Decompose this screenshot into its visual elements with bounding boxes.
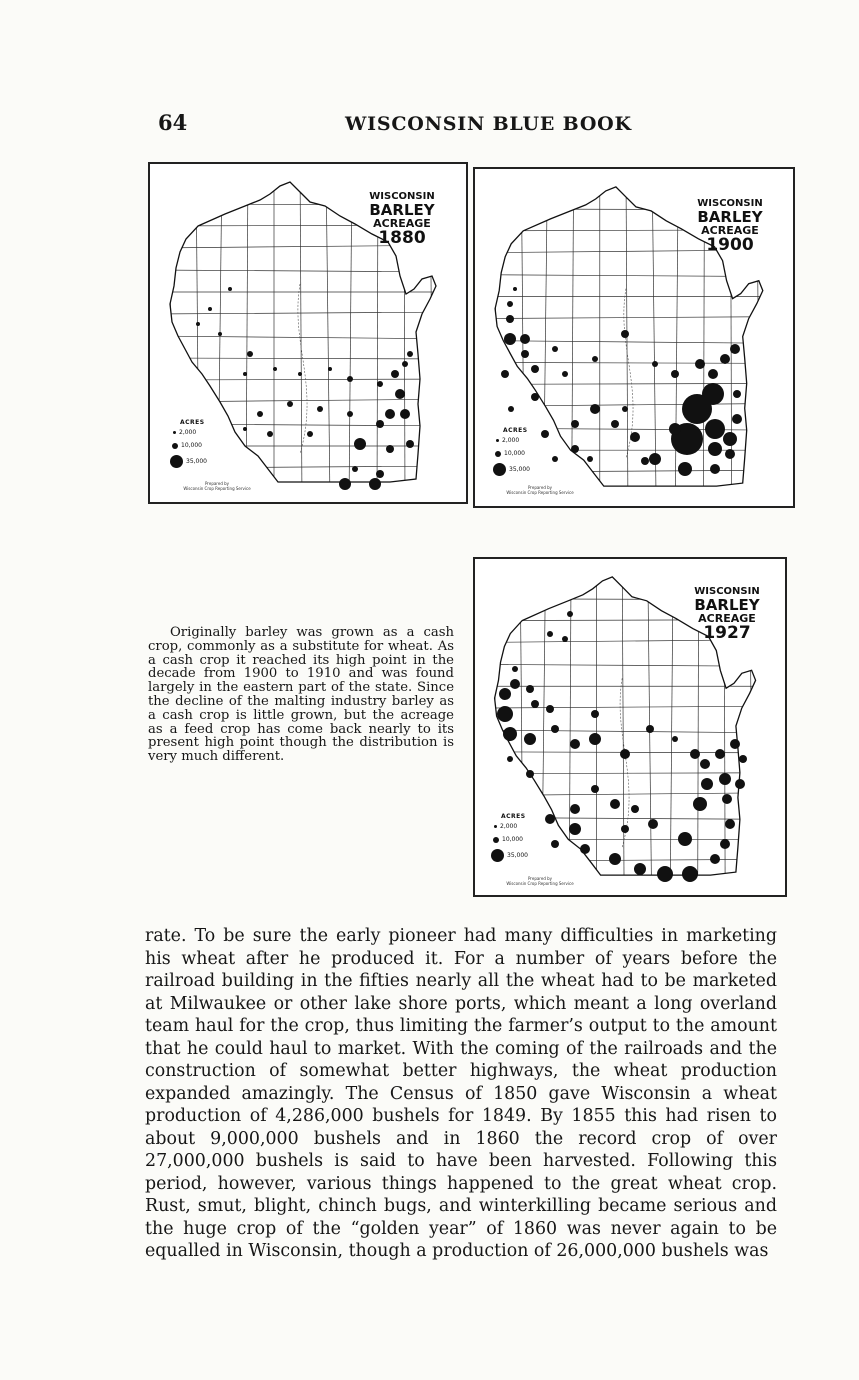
acreage-dot (395, 389, 405, 399)
acreage-dot (569, 823, 581, 835)
map-title-year: 1900 (706, 234, 754, 255)
legend-label: 35,000 (509, 465, 530, 473)
acreage-dot (621, 330, 629, 338)
acreage-dot (512, 666, 518, 672)
map-title-line3: ACREAGE (701, 224, 759, 238)
acreage-dot (504, 333, 516, 345)
acreage-dot (570, 804, 580, 814)
acreage-dot (725, 449, 735, 459)
credit-line1: Prepared by (527, 876, 553, 881)
acreage-dot (551, 840, 559, 848)
legend-label: 10,000 (504, 450, 525, 457)
map-title-crop: BARLEY (697, 207, 763, 226)
acreage-dot (208, 307, 212, 311)
acreage-dot (710, 854, 720, 864)
legend-item (170, 452, 207, 470)
acreage-dot (247, 351, 253, 357)
acreage-dot (591, 710, 599, 718)
acreage-dot (708, 442, 722, 456)
map-title-year: 1880 (378, 227, 426, 248)
acreage-dot (328, 367, 332, 371)
acreage-dot (267, 431, 273, 437)
acreage-dot (591, 785, 599, 793)
acreage-dot (610, 799, 620, 809)
acreage-dot (376, 470, 384, 478)
acreage-dot (513, 287, 517, 291)
acreage-dot (725, 819, 735, 829)
legend-label: 35,000 (507, 851, 528, 859)
map-1900 (473, 167, 795, 508)
map-1880 (148, 162, 468, 504)
acreage-dot (531, 700, 539, 708)
acreage-dot (730, 344, 740, 354)
acreage-dot (571, 445, 579, 453)
acreage-dot (508, 406, 514, 412)
acreage-dot (701, 778, 713, 790)
acreage-dot (531, 365, 539, 373)
acreage-dot (402, 361, 408, 367)
acreage-dot (545, 814, 555, 824)
acreage-dot (732, 414, 742, 424)
acreage-dot (507, 756, 513, 762)
acreage-dot (521, 350, 529, 358)
acreage-dot (562, 636, 568, 642)
page-number: 64 (158, 110, 188, 135)
acreage-dot (400, 409, 410, 419)
acreage-dot (735, 779, 745, 789)
acreage-dot (646, 725, 654, 733)
legend-item (491, 833, 528, 846)
acreage-dot (406, 440, 414, 448)
acreage-dot (700, 759, 710, 769)
map-title-crop: BARLEY (694, 595, 760, 614)
acreage-dot (592, 356, 598, 362)
acreage-dot (562, 371, 568, 377)
acreage-dot (257, 411, 263, 417)
acreage-dot (620, 749, 630, 759)
acreage-dot (733, 390, 741, 398)
acreage-dot (580, 844, 590, 854)
acreage-dot (243, 427, 247, 431)
acreage-dot (391, 370, 399, 378)
body-text (145, 925, 777, 1263)
acreage-dot (682, 866, 698, 882)
acreage-dot (730, 739, 740, 749)
acreage-dot (589, 733, 601, 745)
acreage-dot (526, 770, 534, 778)
acreage-dot (621, 825, 629, 833)
legend-title: ACRES (501, 813, 526, 820)
legend-label: 2,000 (500, 823, 518, 830)
acreage-dot (339, 478, 351, 490)
legend-item (493, 434, 530, 447)
acreage-dot (377, 381, 383, 387)
legend-title: ACRES (180, 419, 205, 426)
acreage-dot (501, 370, 509, 378)
acreage-dot (652, 361, 658, 367)
acreage-dot (715, 749, 725, 759)
legend-item (493, 447, 530, 460)
credit-line2: Wisconsin Crop Reporting Service (506, 489, 574, 495)
acreage-dot (386, 445, 394, 453)
legend-label: 2,000 (502, 437, 520, 444)
acreage-dot (552, 456, 558, 462)
credit-line2: Wisconsin Crop Reporting Service (506, 880, 574, 886)
acreage-dot (369, 478, 381, 490)
acreage-dot (347, 411, 353, 417)
acreage-dot (648, 819, 658, 829)
map-title-crop: BARLEY (369, 200, 435, 219)
acreage-dot (546, 705, 554, 713)
acreage-dot (287, 401, 293, 407)
acreage-dot (376, 420, 384, 428)
acreage-dot (228, 287, 232, 291)
acreage-dot (682, 394, 712, 424)
river-line (624, 289, 633, 458)
acreage-dot (611, 420, 619, 428)
acreage-dot (690, 749, 700, 759)
acreage-dot (720, 839, 730, 849)
acreage-dot (695, 359, 705, 369)
legend-item (170, 439, 207, 452)
acreage-dot (630, 432, 640, 442)
map-legend (491, 813, 528, 864)
acreage-dot (708, 369, 718, 379)
acreage-dot (634, 863, 646, 875)
credit-line1: Prepared by (204, 481, 230, 486)
map-title-line1: WISCONSIN (697, 198, 763, 209)
acreage-dot (590, 404, 600, 414)
acreage-dot (567, 611, 573, 617)
map-caption (148, 626, 454, 764)
acreage-dot (587, 456, 593, 462)
acreage-dot (497, 706, 513, 722)
acreage-dot (631, 805, 639, 813)
legend-item (493, 460, 530, 478)
acreage-dot (571, 420, 579, 428)
acreage-dot (524, 733, 536, 745)
acreage-dot (657, 866, 673, 882)
river-line (298, 284, 307, 454)
map-credit (485, 877, 595, 887)
acreage-dot (570, 739, 580, 749)
acreage-dot (243, 372, 247, 376)
acreage-dot (506, 315, 514, 323)
map-credit (162, 482, 272, 492)
acreage-dot (705, 419, 725, 439)
acreage-dot (510, 679, 520, 689)
acreage-dot (678, 462, 692, 476)
map-1927 (473, 557, 787, 897)
legend-label: 35,000 (186, 457, 207, 465)
acreage-dot (622, 406, 628, 412)
map-title-line3: ACREAGE (373, 217, 431, 231)
acreage-dot (354, 438, 366, 450)
acreage-dot (407, 351, 413, 357)
acreage-dot (547, 631, 553, 637)
acreage-dot (710, 464, 720, 474)
river-line (620, 678, 629, 847)
acreage-dot (526, 685, 534, 693)
acreage-dot (739, 755, 747, 763)
legend-label: 10,000 (181, 442, 202, 449)
running-head: WISCONSIN BLUE BOOK (345, 113, 632, 135)
acreage-dot (347, 376, 353, 382)
credit-line2: Wisconsin Crop Reporting Service (183, 485, 251, 491)
acreage-dot (641, 457, 649, 465)
map-legend (493, 427, 530, 478)
acreage-dot (669, 423, 681, 435)
acreage-dot (218, 332, 222, 336)
map-legend (170, 419, 207, 470)
body-paragraph: rate. To be sure the early pioneer had many difficulties in marketing his wheat after he produced it. For a number of years before the railroad building in the fifties nearly all the wheat had to be marketed at Milwaukee or other lake shore ports, which meant a long overland team haul for the crop, thus limiting the farmer’s output to the amount that he could haul to market. With the coming of the railroads and the construction of somewhat better highways, the wheat production expanded amazingly. The Census of 1850 gave Wisconsin a wheat production of 4,286,000 bushels for 1849. By 1855 this had risen to about 9,000,000 bushels and in 1860 the record crop of over 27,000,000 bushels is said to have been harvested. Following this period, however, various things happened to the great wheat crop. Rust, smut, blight, chinch bugs, and winterkilling became serious and the huge crop of the “golden year” of 1860 was never again to be equalled in Wisconsin, though a production of 26,000,000 bushels was (145, 926, 777, 1261)
legend-item (491, 846, 528, 864)
legend-title: ACRES (503, 427, 528, 434)
acreage-dot (693, 797, 707, 811)
acreage-dot (273, 367, 277, 371)
legend-label: 10,000 (502, 836, 523, 843)
acreage-dot (719, 773, 731, 785)
acreage-dot (307, 431, 313, 437)
acreage-dot (298, 372, 302, 376)
credit-line1: Prepared by (527, 485, 553, 490)
acreage-dot (503, 727, 517, 741)
map-credit (485, 486, 595, 496)
acreage-dot (551, 725, 559, 733)
acreage-dot (671, 370, 679, 378)
acreage-dot (352, 466, 358, 472)
acreage-dot (385, 409, 395, 419)
legend-item (491, 820, 528, 833)
acreage-dot (507, 301, 513, 307)
acreage-dot (317, 406, 323, 412)
acreage-dot (499, 688, 511, 700)
caption-paragraph: Originally barley was grown as a cash crop, commonly as a substitute for wheat. As a cash crop it reached its high point in the decade from 1900 to 1910 and was found largely in the eastern part of the state. Since the decline of the malting industry barley as a cash crop is little grown, but the acreage as a feed crop has come back nearly to its present high point though the distribution is very much different. (148, 625, 454, 765)
acreage-dot (722, 794, 732, 804)
map-title-line1: WISCONSIN (369, 191, 435, 202)
map-title-line1: WISCONSIN (694, 586, 760, 597)
acreage-dot (678, 832, 692, 846)
acreage-dot (672, 736, 678, 742)
map-title-line3: ACREAGE (698, 612, 756, 626)
acreage-dot (520, 334, 530, 344)
acreage-dot (649, 453, 661, 465)
acreage-dot (196, 322, 200, 326)
acreage-dot (531, 393, 539, 401)
acreage-dot (609, 853, 621, 865)
acreage-dot (541, 430, 549, 438)
legend-item (170, 426, 207, 439)
acreage-dot (723, 432, 737, 446)
map-title-year: 1927 (703, 622, 751, 643)
legend-label: 2,000 (179, 429, 197, 436)
acreage-dot (720, 354, 730, 364)
acreage-dot (552, 346, 558, 352)
